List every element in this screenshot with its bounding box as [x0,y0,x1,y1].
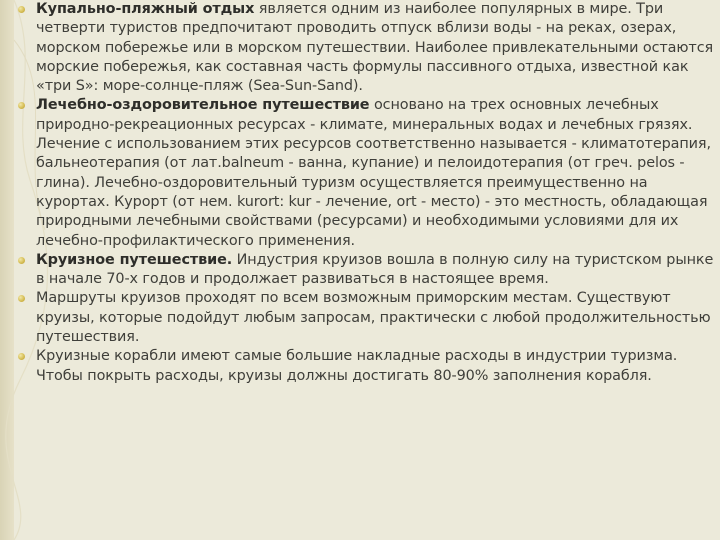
list-item [14,251,714,290]
bullet-text: Индустрия круизов вошла в полную силу на туристском рынке в начале 70-х годов и продолжает развиваться в настоящее время. [36,251,714,288]
list-item [14,289,714,347]
bullet-text: Круизные корабли имеют самые большие накладные расходы в индустрии туризма. Чтобы покрыть расходы, круизы должны достигать 80-90% заполнения корабля. [36,348,678,384]
bullet-lead: Купально-пляжный отдых [36,1,255,17]
bullet-text: Маршруты круизов проходят по всем возможным приморским местам. Существуют круизы, которые подойдут любым запросам, практически с любой продолжительностью путешествия. [36,290,711,346]
list-item [14,96,714,250]
left-border-strip [0,0,14,540]
list-item [14,347,714,386]
bullet-dot-icon [18,353,25,360]
bullet-text: является одним из наиболее популярных в мире. Три четверти туристов предпочитают проводить отпуск вблизи воды - на реках, озерах, морском побережье или в морском путешествии. Наиболее привлекательными остаются морские побережья, как составная часть формулы пассивного отдыха, известной как «три S»: море-солнце-пляж (Sea-Sun-Sand). [36,1,714,95]
bullet-dot-icon [18,257,25,264]
list-item [14,0,714,96]
bullet-text: основано на трех основных лечебных природно-рекреационных ресурсах - климате, минеральных водах и лечебных грязях. Лечение с использованием этих ресурсов соответственно называется - климатотерапия, бальнеотерапия (от лат.balneum - ванна, купание) и пелоидотерапия (от греч. pelos - глина). Лечебно-оздоровительный туризм осуществляется преимущественно на курортах. Курорт (от нем. kurort: kur - лечение, ort - место) - это местность, обладающая природными лечебными свойствами (ресурсами) и необходимыми условиями для их лечебно-профилактического применения. [36,97,711,249]
bullet-dot-icon [18,295,25,302]
bullet-list [14,0,714,386]
bullet-dot-icon [18,102,25,109]
bullet-lead: Лечебно-оздоровительное путешествие [36,97,370,114]
bullet-dot-icon [18,6,25,13]
bullet-lead: Круизное путешествие. [36,251,233,268]
